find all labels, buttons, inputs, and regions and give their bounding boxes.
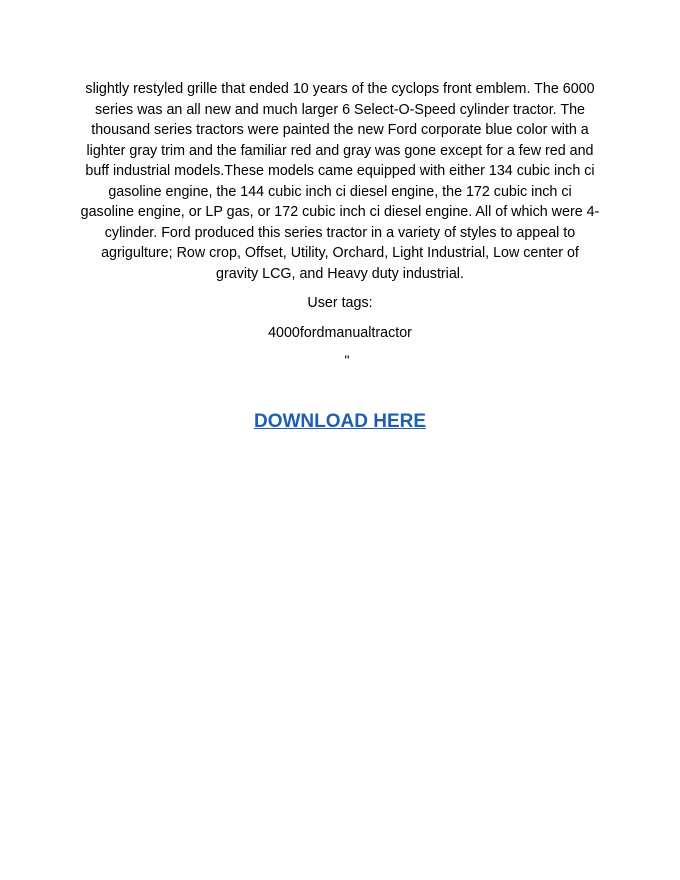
download-here-link[interactable]: DOWNLOAD HERE: [253, 411, 427, 432]
user-tags-value: 4000fordmanualtractor: [268, 325, 412, 341]
body-paragraph: slightly restyled grille that ended 10 years of the cyclops front emblem. The 6000 series was an all new and much larger 6 Select-O-Speed cylinder tractor. The thousand series tractors were painted the new Ford corporate blue color with a lighter gray trim and the familiar red and gray was gone except for a few red and buff industrial models.These models came equipped with either 134 cubic inch ci gasoline engine, the 144 cubic inch ci diesel engine, the 172 cubic inch ci gasoline engine, or LP gas, or 172 cubic inch ci diesel engine. All of which were 4-cylinder. Ford produced this series tractor in a variety of styles to appeal to agrigulture; Row crop, Offset, Utility, Orchard, Light Industrial, Low center of gravity LCG, and Heavy duty industrial.: [80, 81, 600, 282]
user-tags-label: User tags:: [307, 295, 373, 311]
stray-quote-mark: ": [344, 352, 350, 368]
download-link-container: [0, 409, 680, 435]
